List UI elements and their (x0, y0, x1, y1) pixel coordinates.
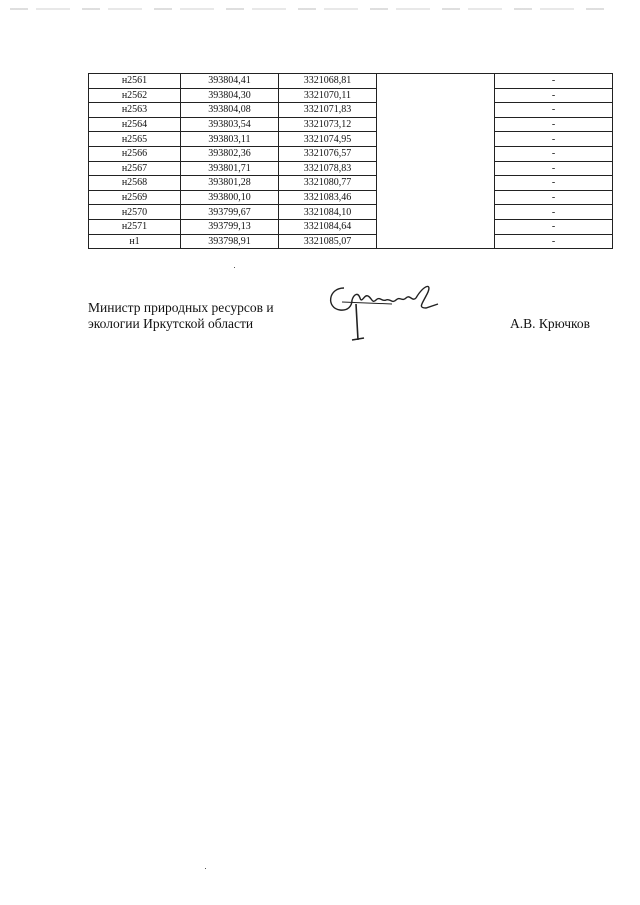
point-number-cell: н1 (89, 234, 181, 249)
y-coordinate-cell: 3321080,77 (279, 176, 377, 191)
table-row (89, 74, 613, 89)
point-number-cell: н2561 (89, 74, 181, 89)
extra-value-cell: - (495, 219, 613, 234)
extra-value-cell: - (495, 88, 613, 103)
y-coordinate-cell: 3321084,64 (279, 219, 377, 234)
point-number-cell: н2568 (89, 176, 181, 191)
coordinates-table (88, 73, 613, 249)
scan-speck (205, 868, 206, 869)
x-coordinate-cell: 393801,28 (181, 176, 279, 191)
position-line-1: Министр природных ресурсов и (88, 300, 274, 315)
point-number-cell: н2567 (89, 161, 181, 176)
extra-value-cell: - (495, 205, 613, 220)
extra-value-cell: - (495, 74, 613, 89)
extra-value-cell: - (495, 103, 613, 118)
point-number-cell: н2562 (89, 88, 181, 103)
point-number-cell: н2571 (89, 219, 181, 234)
table-row (89, 219, 613, 234)
x-coordinate-cell: 393801,71 (181, 161, 279, 176)
extra-value-cell: - (495, 146, 613, 161)
table-row (89, 161, 613, 176)
extra-value-cell: - (495, 117, 613, 132)
y-coordinate-cell: 3321070,11 (279, 88, 377, 103)
x-coordinate-cell: 393800,10 (181, 190, 279, 205)
y-coordinate-cell: 3321068,81 (279, 74, 377, 89)
y-coordinate-cell: 3321073,12 (279, 117, 377, 132)
empty-merged-cell (377, 74, 495, 249)
y-coordinate-cell: 3321071,83 (279, 103, 377, 118)
table-row (89, 190, 613, 205)
scan-artifact-line (10, 8, 610, 10)
extra-value-cell: - (495, 190, 613, 205)
table-row (89, 103, 613, 118)
x-coordinate-cell: 393804,41 (181, 74, 279, 89)
x-coordinate-cell: 393804,08 (181, 103, 279, 118)
x-coordinate-cell: 393798,91 (181, 234, 279, 249)
table-row (89, 146, 613, 161)
table-row (89, 205, 613, 220)
y-coordinate-cell: 3321085,07 (279, 234, 377, 249)
point-number-cell: н2564 (89, 117, 181, 132)
x-coordinate-cell: 393799,13 (181, 219, 279, 234)
x-coordinate-cell: 393803,54 (181, 117, 279, 132)
point-number-cell: н2566 (89, 146, 181, 161)
point-number-cell: н2569 (89, 190, 181, 205)
point-number-cell: н2565 (89, 132, 181, 147)
extra-value-cell: - (495, 176, 613, 191)
table-row (89, 117, 613, 132)
y-coordinate-cell: 3321078,83 (279, 161, 377, 176)
handwritten-signature (322, 278, 442, 348)
extra-value-cell: - (495, 161, 613, 176)
coordinates-table-body (89, 74, 613, 249)
table-row (89, 176, 613, 191)
y-coordinate-cell: 3321084,10 (279, 205, 377, 220)
table-row (89, 132, 613, 147)
position-line-2: экологии Иркутской области (88, 316, 254, 331)
point-number-cell: н2563 (89, 103, 181, 118)
signatory-position (88, 300, 274, 332)
x-coordinate-cell: 393802,36 (181, 146, 279, 161)
extra-value-cell: - (495, 234, 613, 249)
y-coordinate-cell: 3321083,46 (279, 190, 377, 205)
table-row (89, 88, 613, 103)
signatory-name: А.В. Крючков (510, 316, 590, 331)
point-number-cell: н2570 (89, 205, 181, 220)
y-coordinate-cell: 3321074,95 (279, 132, 377, 147)
x-coordinate-cell: 393804,30 (181, 88, 279, 103)
extra-value-cell: - (495, 132, 613, 147)
scan-speck (234, 267, 235, 268)
y-coordinate-cell: 3321076,57 (279, 146, 377, 161)
x-coordinate-cell: 393799,67 (181, 205, 279, 220)
x-coordinate-cell: 393803,11 (181, 132, 279, 147)
table-row (89, 234, 613, 249)
